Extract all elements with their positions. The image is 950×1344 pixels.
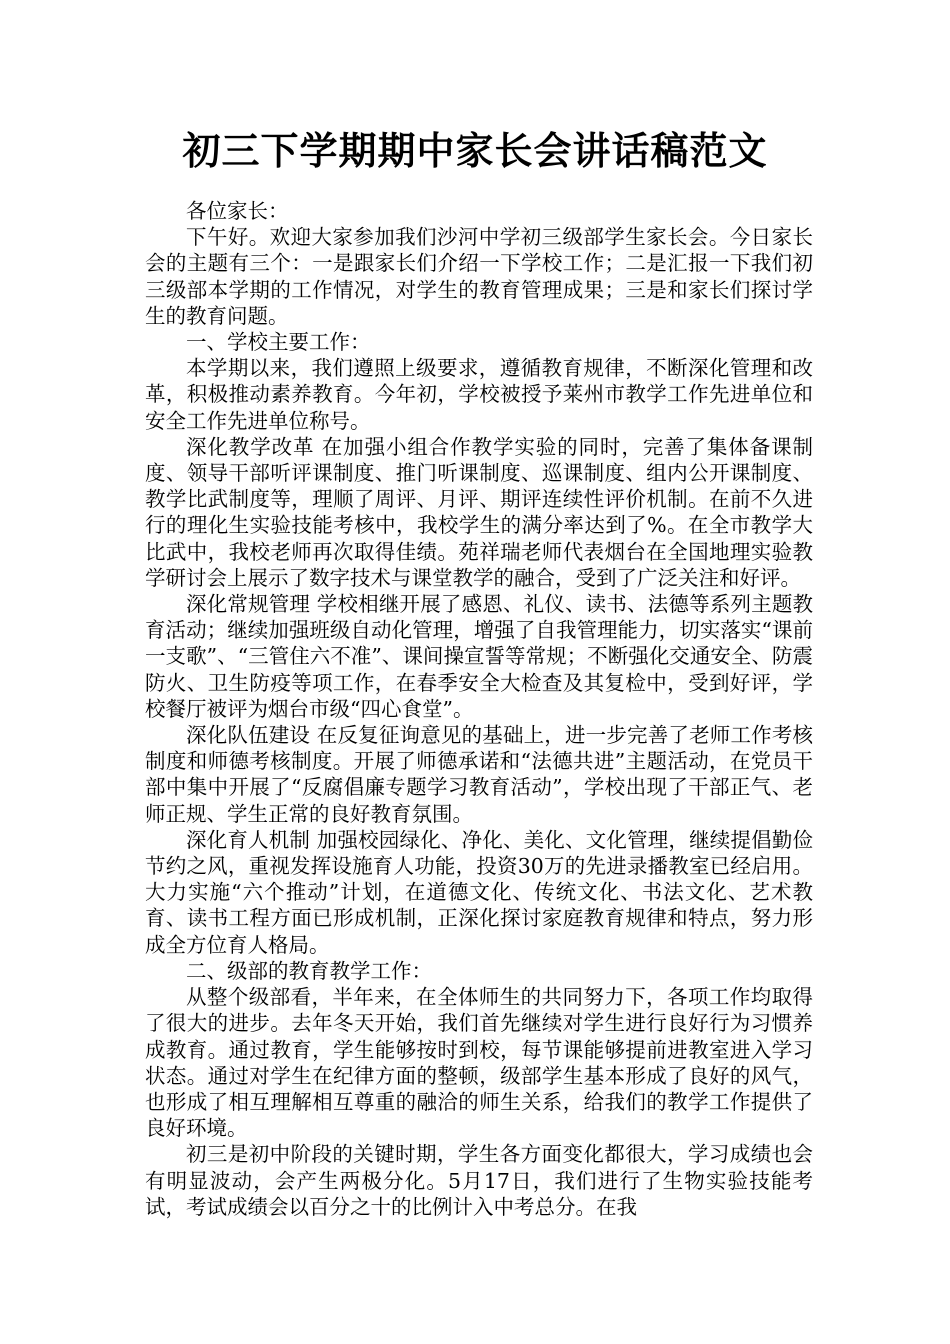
greeting-paragraph: 各位家长：: [186, 199, 289, 223]
school-overview-paragraph: 本学期以来，我们遵照上级要求，遵循教育规律，不断深化管理和改革，积极推动素养教育。今年初，学校被授予莱州市教学工作先进单位和安全工作先进单位称号。: [145, 356, 813, 433]
teaching-reform-paragraph: 深化教学改革 在加强小组合作教学实验的同时，完善了集体备课制度、领导干部听评课制度、推门听课制度、巡课制度、组内公开课制度、教学比武制度等，理顺了周评、月评、期评连续性评价机制。在前不久进行的理化生实验技能考核中，我校学生的满分率达到了%。在全市教学大比武中，我校老师再次取得佳绩。苑祥瑞老师代表烟台在全国地理实验教学研讨会上展示了数字技术与课堂教学的融合，受到了广泛关注和好评。: [145, 434, 813, 590]
education-mechanism-paragraph: 深化育人机制 加强校园绿化、净化、美化、文化管理，继续提倡勤俭节约之风，重视发挥设施育人功能，投资30万的先进录播教室已经启用。大力实施“六个推动”计划，在道德文化、传统文化、书法文化、艺术教育、读书工程方面已形成机制，正深化探讨家庭教育规律和特点，努力形成全方位育人格局。: [145, 827, 813, 957]
opening-paragraph: 下午好。欢迎大家参加我们沙河中学初三级部学生家长会。今日家长会的主题有三个：一是跟家长们介绍一下学校工作；二是汇报一下我们初三级部本学期的工作情况，对学生的教育管理成果；三是和家长们探讨学生的教育问题。: [145, 225, 813, 328]
grade-progress-paragraph: 从整个级部看，半年来，在全体师生的共同努力下，各项工作均取得了很大的进步。去年冬天开始，我们首先继续对学生进行良好行为习惯养成教育。通过教育，学生能够按时到校，每节课能够提前进教室进入学习状态。通过对学生在纪律方面的整顿，级部学生基本形成了良好的风气，也形成了相互理解相互尊重的融洽的师生关系，给我们的教学工作提供了良好环境。: [145, 985, 813, 1141]
section-heading-school-work: 一、学校主要工作：: [186, 330, 371, 355]
key-period-paragraph: 初三是初中阶段的关键时期，学生各方面变化都很大，学习成绩也会有明显波动，会产生两极分化。5月17日，我们进行了生物实验技能考试，考试成绩会以百分之十的比例计入中考总分。在我: [145, 1142, 813, 1219]
section-heading-grade-work: 二、级部的教育教学工作：: [186, 958, 432, 983]
document-body: [145, 198, 813, 1220]
routine-management-paragraph: 深化常规管理 学校相继开展了感恩、礼仪、读书、法德等系列主题教育活动；继续加强班级自动化管理，增强了自我管理能力，切实落实“课前一支歌”、“三管住六不准”、课间操宣誓等常规；不断强化交通安全、防震防火、卫生防疫等项工作，在春季安全大检查及其复检中，受到好评，学校餐厅被评为烟台市级“四心食堂”。: [145, 592, 813, 721]
team-building-paragraph: 深化队伍建设 在反复征询意见的基础上，进一步完善了老师工作考核制度和师德考核制度。开展了师德承诺和“法德共进”主题活动，在党员干部中集中开展了“反腐倡廉专题学习教育活动”，学校出现了干部正气、老师正规、学生正常的良好教育氛围。: [145, 723, 813, 826]
document-title: 初三下学期期中家长会讲话稿范文: [182, 129, 768, 173]
